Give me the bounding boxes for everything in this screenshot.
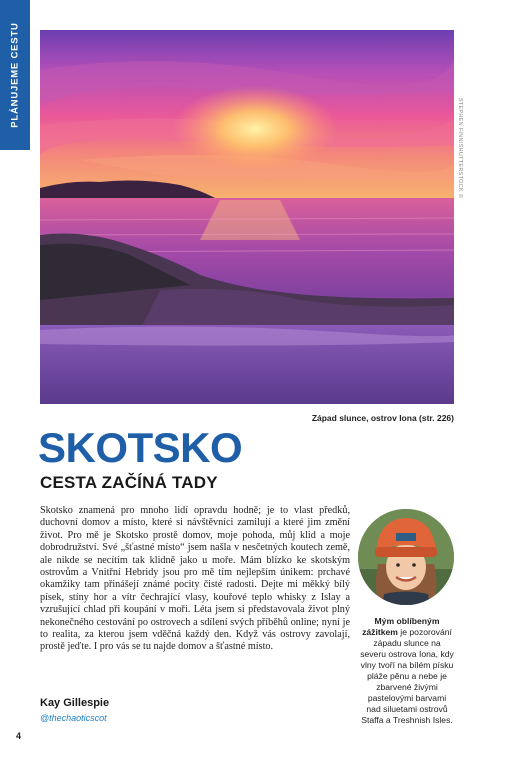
favorite-lead: Mým oblíbeným zážitkem xyxy=(362,616,440,637)
page-title: SKOTSKO xyxy=(38,424,243,471)
sunset-illustration xyxy=(40,30,454,404)
favorite-text: je pozorování západu slunce na severu ostrova Iona, kdy vlny tvoří na bílém písku pláže pěnu a nebe je zbarvené živými pastelovými barvami nad siluetami ostrovů Staffa a Treshnish Isles. xyxy=(360,627,454,725)
section-side-tab xyxy=(0,0,30,150)
photo-credit xyxy=(455,38,465,258)
author-portrait-illustration xyxy=(358,509,454,605)
author-name: Kay Gillespie xyxy=(40,697,110,709)
author-avatar xyxy=(358,509,454,605)
sunset-photo xyxy=(40,30,454,404)
page-number: 4 xyxy=(16,731,22,741)
intro-paragraph: Skotsko znamená pro mnoho lidí opravdu hodně; je to vlast předků, duchovní domov a místo, které si návštěvníci zamilují a které jim změní život. Pro mě je Skotsko prostě domov, moje pohoda, můj klid a moje dobrodružství. Své „šťastné místo“ jsem našla v nesčetných koutech země, ale nikde se necítím tak klidně jako u moře. Mám blízko ke skotským ostrovům a Vnitřní Hebridy jsou pro mě tím nejlepším únikem: prchavé okamžiky tam přinášejí známé pocity čisté radosti. Dejte mi měkký bílý písek, stíny hor a vítr čechrající vlasy, kouřové teplo whisky z Islay a vzrušující chlad při koupání v moři. Léta jsem si představovala život plný nekonečného cestování po ostrovech a sdílení svých příběhů online; nyní je to realita, za kterou jsem vděčná každý den. Když vás ostrovy zavolají, prostě jeďte. I pro vás se tu najde domov a šťastné místo. xyxy=(40,505,350,653)
favorite-experience xyxy=(360,616,454,726)
section-label: PLÁNUJEME CESTU xyxy=(9,22,21,128)
page-subtitle: CESTA ZAČÍNÁ TADY xyxy=(40,473,218,492)
photo-credit-text: STEPHEN FINN/SHUTTERSTOCK © xyxy=(457,97,463,199)
author-handle[interactable]: @thechaoticscot xyxy=(40,713,107,723)
photo-caption: Západ slunce, ostrov Iona (str. 226) xyxy=(311,413,454,423)
